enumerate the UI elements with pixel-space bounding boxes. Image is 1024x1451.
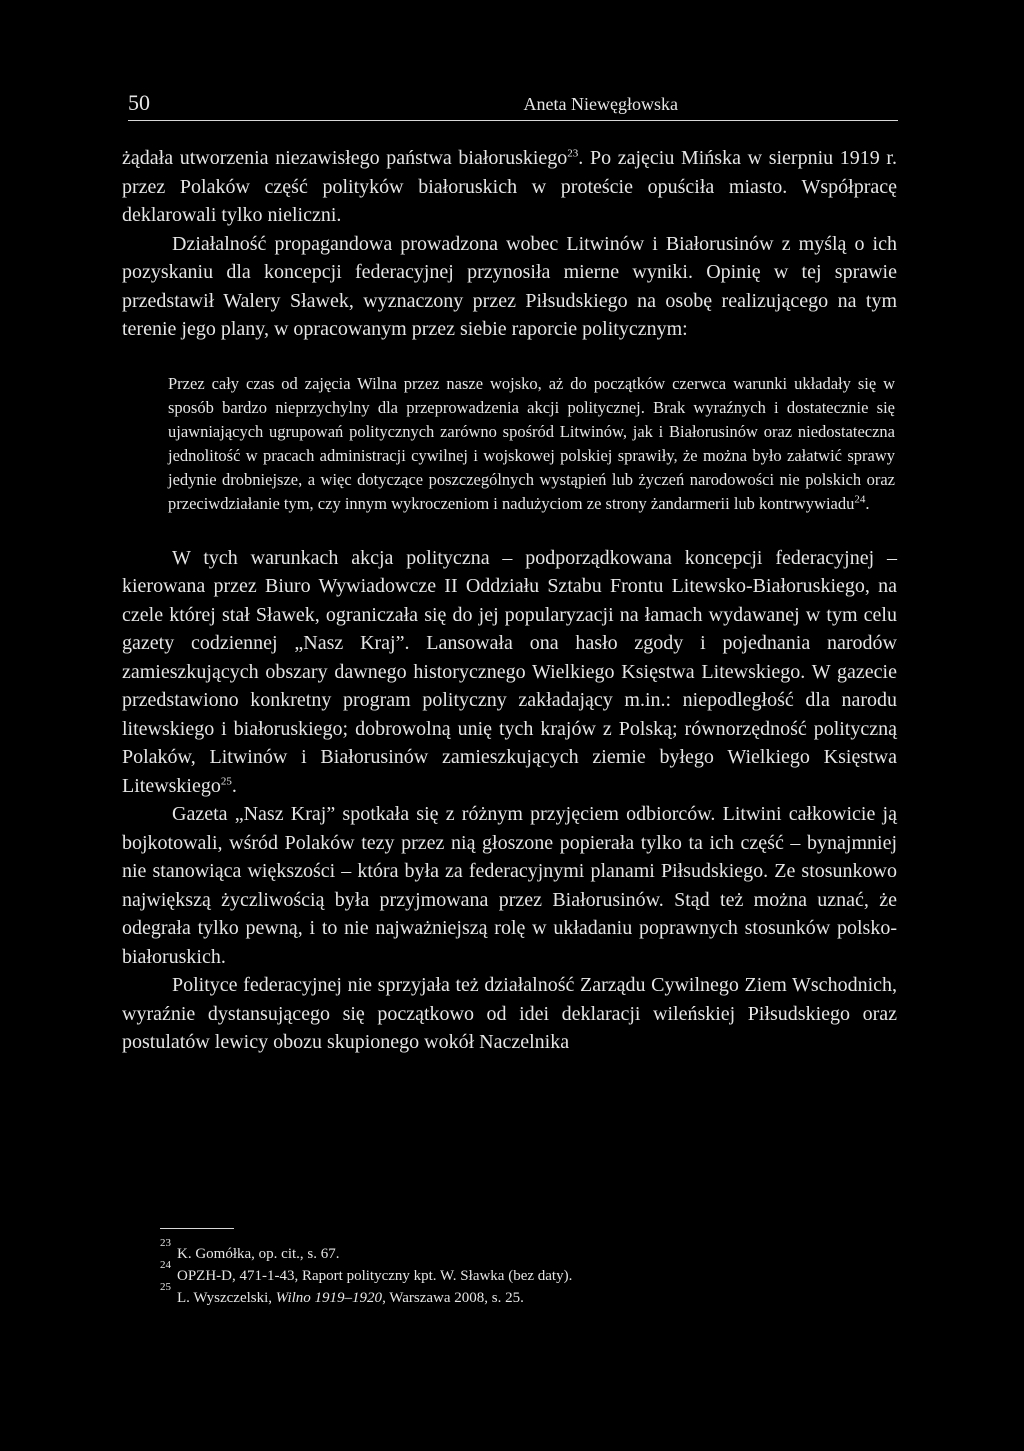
quote-end: . xyxy=(865,493,870,513)
footnote-number: 23 xyxy=(160,1237,171,1249)
header-rule xyxy=(128,120,898,121)
paragraph-3 xyxy=(122,544,897,801)
footnote-ref-25: 25 xyxy=(220,774,232,787)
paragraph-1 xyxy=(122,144,897,230)
paragraph-4: Gazeta „Nasz Kraj” spotkała się z różnym przyjęciem odbiorców. Litwini całkowicie ją bojkotowali, wśród Polaków tezy przez nią głoszone popierała tylko ta ich część – bynajmniej nie stanowiąca większości – która była za federacyjnymi planami Piłsudskiego. Ze stosunkowo największą życzliwością była przyjmowana przez Białorusinów. Stąd też można uznać, że odegrała tylko pewną, i to nie najważniejszą rolę w układaniu poprawnych stosunków polsko-białoruskich. xyxy=(122,803,897,968)
footnote-24 xyxy=(160,1259,860,1287)
footnote-number: 24 xyxy=(160,1259,171,1271)
main-text xyxy=(122,144,897,1057)
running-head-author: Aneta Niewęgłowska xyxy=(523,94,678,114)
footnote-imprint: , Warszawa 2008, s. 25. xyxy=(382,1290,524,1306)
footnote-author: L. Wyszczelski, xyxy=(177,1290,276,1306)
footnote-number: 25 xyxy=(160,1281,171,1293)
paragraph-2: Działalność propagandowa prowadzona wobec Litwinów i Białorusinów z myślą o ich pozyskaniu dla koncepcji federacyjnej przynosiła mierne wyniki. Opinię w tej sprawie przedstawił Walery Sławek, wyznaczony przez Piłsudskiego na osobę realizującego na tym terenie jego plany, w opracowanym przez siebie raporcie politycznym: xyxy=(122,232,897,340)
footnote-text: OPZH-D, 471-1-43, Raport polityczny kpt. W. Sławka (bez daty). xyxy=(177,1268,573,1284)
footnote-ref-24: 24 xyxy=(854,493,866,505)
footnote-25 xyxy=(160,1281,860,1309)
footnote-text xyxy=(177,1287,524,1309)
footnote-title: Wilno 1919–1920 xyxy=(275,1290,383,1306)
footnote-text: K. Gomółka, op. cit., s. 67. xyxy=(177,1246,340,1262)
footnotes xyxy=(160,1237,860,1309)
footnote-23 xyxy=(160,1237,860,1265)
running-header xyxy=(128,90,898,120)
block-quote xyxy=(168,372,895,516)
footnote-rule xyxy=(160,1228,234,1229)
page-number: 50 xyxy=(128,90,150,115)
paragraph-3-text: W tych warunkach akcja polityczna – podporządkowana koncepcji federacyjnej – kierowana przez Biuro Wywiadowcze II Oddziału Sztabu Frontu Litewsko-Białoruskiego, na czele której stał Sławek, ograniczała się do jej popularyzacji na łamach wydawanej w tym celu gazety codziennej „Nasz Kraj”. Lansowała ona hasło zgody i pojednania narodów zamieszkujących obszary dawnego historycznego Wielkiego Księstwa Litewskiego. W gazecie przedstawiono konkretny program polityczny zakładający m.in.: niepodległość dla narodu litewskiego i białoruskiego; dobrowolną unię tych krajów z Polską; równorzędność polityczną Polaków, Litwinów i Białorusinów zamieszkujących ziemie byłego Wielkiego Księstwa Litewskiego xyxy=(122,546,897,797)
paragraph-3-end: . xyxy=(231,774,237,797)
paragraph-1-text: żądała utworzenia niezawisłego państwa białoruskiego xyxy=(122,147,568,169)
paragraph-1-rest: . Po zajęciu Mińska w sierpniu 1919 r. przez Polaków część polityków białoruskich w proteście opuściła miasto. Współpracę deklarowali tylko nieliczni. xyxy=(122,147,897,226)
footnote-ref-23: 23 xyxy=(567,147,579,160)
quote-text: Przez cały czas od zajęcia Wilna przez nasze wojsko, aż do początków czerwca warunki układały się w sposób bardzo nieprzychylny dla przeprowadzenia akcji politycznej. Brak wyraźnych i dostatecznie się ujawniających ugrupowań politycznych zarówno spośród Litwinów, jak i Białorusinów oraz niedostateczna jednolitość w pracach administracji cywilnej i wojskowej polskiej sprawiły, że można było załatwić sprawy jedynie drobniejsze, a więc dotyczące poszczególnych wystąpień lub życzeń narodowości nie polskich oraz przeciwdziałanie tym, czy innym wykroczeniom i nadużyciom ze strony żandarmerii lub kontrwywiadu xyxy=(168,373,895,513)
paragraph-5: Polityce federacyjnej nie sprzyjała też działalność Zarządu Cywilnego Ziem Wschodnich, wyraźnie dystansującego się początkowo od idei deklaracji wileńskiej Piłsudskiego oraz postulatów lewicy obozu skupionego wokół Naczelnika xyxy=(122,974,897,1053)
